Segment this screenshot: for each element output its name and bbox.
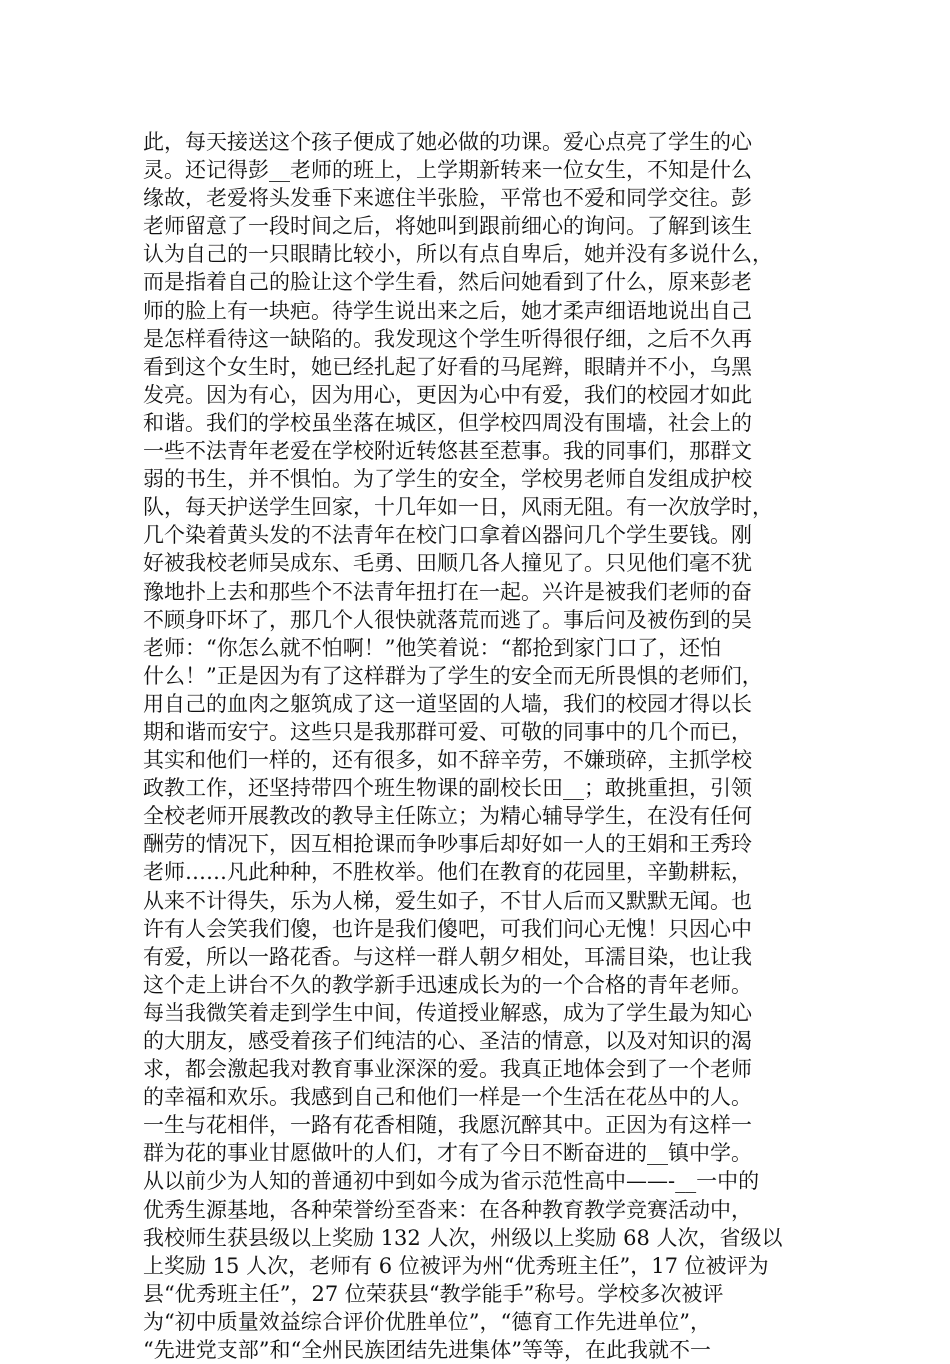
text-line: “先进党支部”和“全州民族团结先进集体”等等，在此我就不一 <box>143 1338 711 1363</box>
text-line: 从来不计得失，乐为人梯，爱生如子，不甘人后而又默默无闻。也 <box>143 888 752 913</box>
text-line: 此，每天接送这个孩子便成了她必做的功课。爱心点亮了学生的心 <box>143 130 752 154</box>
text-line: 认为自己的一只眼睛比较小，所以有点自卑后，她并没有多说什么， <box>143 242 773 267</box>
text-line: 是怎样看待这一缺陷的。我发现这个学生听得很仔细，之后不久再 <box>143 326 752 351</box>
text-line: 缘故，老爱将头发垂下来遮住半张脸，平常也不爱和同学交往。彭 <box>143 186 752 211</box>
text-line: 求，都会激起我对教育事业深深的爱。我真正地体会到了一个老师 <box>143 1057 752 1082</box>
text-line: 优秀生源基地，各种荣誉纷至沓来：在各种教育教学竞赛活动中， <box>143 1197 752 1222</box>
text-line: 灵。还记得彭__老师的班上，上学期新转来一位女生，不知是什么 <box>143 158 752 183</box>
body-text <box>143 128 823 1364</box>
text-line: 而是指着自己的脸让这个学生看，然后问她看到了什么，原来彭老 <box>143 270 752 295</box>
text-line: 什么！”正是因为有了这样群为了学生的安全而无所畏惧的老师们， <box>143 663 763 688</box>
text-line: 上奖励 15 人次，老师有 6 位被评为州“优秀班主任”，17 位被评为 <box>143 1253 769 1278</box>
text-line: 一些不法青年老爱在学校附近转悠甚至惹事。我的同事们，那群文 <box>143 439 752 464</box>
text-line: 期和谐而安宁。这些只是我那群可爱、可敬的同事中的几个而已， <box>143 719 752 744</box>
text-line: 一生与花相伴，一路有花香相随，我愿沉醉其中。正因为有这样一 <box>143 1113 752 1138</box>
text-line: 酬劳的情况下，因互相抢课而争吵事后却好如一人的王娟和王秀玲 <box>143 832 752 857</box>
text-line: 老师……凡此种种，不胜枚举。他们在教育的花园里，辛勤耕耘， <box>143 860 752 885</box>
text-line: 的大朋友，感受着孩子们纯洁的心、圣洁的情意，以及对知识的渴 <box>143 1029 752 1053</box>
text-line: 发亮。因为有心，因为用心，更因为心中有爱，我们的校园才如此 <box>143 382 752 407</box>
text-line: 每当我微笑着走到学生中间，传道授业解惑，成为了学生最为知心 <box>143 1000 752 1025</box>
text-line: 许有人会笑我们傻，也许是我们傻吧，可我们问心无愧！只因心中 <box>143 916 752 941</box>
text-line: 为“初中质量效益综合评价优胜单位”，“德育工作先进单位”， <box>143 1309 711 1334</box>
text-line: 政教工作，还坚持带四个班生物课的副校长田__；敢挑重担，引领 <box>143 776 752 801</box>
text-line: 看到这个女生时，她已经扎起了好看的马尾辫，眼睛并不小，乌黑 <box>143 354 752 379</box>
text-line: 全校老师开展教改的教导主任陈立；为精心辅导学生，在没有任何 <box>143 804 752 829</box>
text-line: 弱的书生，并不惧怕。为了学生的安全，学校男老师自发组成护校 <box>143 467 752 492</box>
text-line: 几个染着黄头发的不法青年在校门口拿着凶器问几个学生要钱。刚 <box>143 523 752 548</box>
text-line: 用自己的血肉之躯筑成了这一道坚固的人墙，我们的校园才得以长 <box>143 691 752 716</box>
text-line: 师的脸上有一块疤。待学生说出来之后，她才柔声细语地说出自己 <box>143 298 752 323</box>
text-line: 老师：“你怎么就不怕啊！”他笑着说：“都抢到家门口了，还怕 <box>143 635 722 660</box>
text-line: 其实和他们一样的，还有很多，如不辞辛劳，不嫌琐碎，主抓学校 <box>143 748 752 773</box>
text-line: 队，每天护送学生回家，十几年如一日，风雨无阻。有一次放学时， <box>143 495 773 520</box>
text-line: 从以前少为人知的普通初中到如今成为省示范性高中——-__一中的 <box>143 1169 760 1194</box>
text-line: 这个走上讲台不久的教学新手迅速成长为的一个合格的青年老师。 <box>143 972 752 997</box>
text-line: 豫地扑上去和那些个不法青年扭打在一起。兴许是被我们老师的奋 <box>143 579 752 604</box>
text-line: 老师留意了一段时间之后，将她叫到跟前细心的询问。了解到该生 <box>143 214 752 239</box>
text-line: 群为花的事业甘愿做叶的人们，才有了今日不断奋进的__镇中学。 <box>143 1141 752 1166</box>
text-line: 县“优秀班主任”，27 位荣获县“教学能手”称号。学校多次被评 <box>143 1281 724 1306</box>
text-line: 和谐。我们的学校虽坐落在城区，但学校四周没有围墙，社会上的 <box>143 410 752 435</box>
text-line: 我校师生获县级以上奖励 132 人次，州级以上奖励 68 人次，省级以 <box>143 1225 783 1250</box>
text-line: 好被我校老师吴成东、毛勇、田顺几各人撞见了。只见他们毫不犹 <box>143 551 752 576</box>
text-line: 不顾身吓坏了，那几个人很快就落荒而逃了。事后问及被伤到的吴 <box>143 607 752 632</box>
text-line: 的幸福和欢乐。我感到自己和他们一样是一个生活在花丛中的人。 <box>143 1085 752 1110</box>
text-line: 有爱，所以一路花香。与这样一群人朝夕相处，耳濡目染，也让我 <box>143 944 752 969</box>
